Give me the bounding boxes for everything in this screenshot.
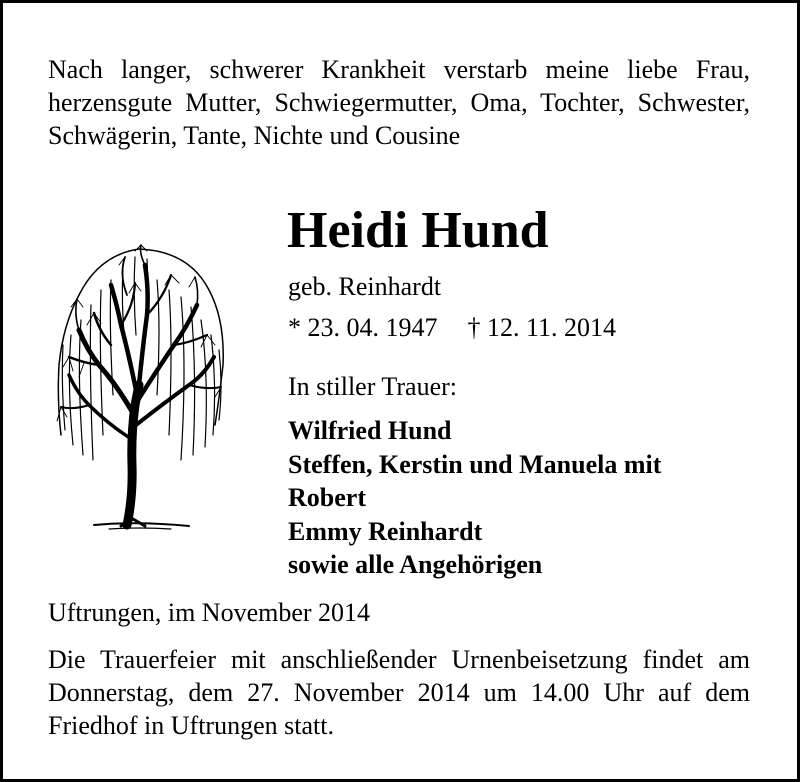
- life-dates: [288, 312, 616, 344]
- maiden-name: geb. Reinhardt: [288, 272, 442, 301]
- weeping-willow-tree-icon: [39, 235, 243, 535]
- mourners-list: [288, 414, 661, 582]
- birth-date: * 23. 04. 1947: [288, 313, 438, 342]
- mourner-line: sowie alle Angehörigen: [288, 550, 543, 579]
- mourner-line: Emmy Reinhardt: [288, 516, 483, 546]
- ceremony-text: Die Trauerfeier mit anschließender Urnenbeisetzung findet am Donnerstag, dem 27. November 2014 um 14.00 Uhr auf dem Friedhof in Uftrungen statt.: [48, 645, 750, 740]
- mourning-heading: In stiller Trauer:: [288, 372, 457, 401]
- place-and-date: Uftrungen, im November 2014: [48, 598, 371, 627]
- mourner-line: Wilfried Hund: [288, 416, 452, 445]
- intro-text: Nach langer, schwerer Krankheit verstarb meine liebe Frau, herzensgute Mutter, Schwiegermutter, Oma, Tochter, Schwester, Schwägerin, Tante, Nichte und Cousine: [48, 55, 750, 150]
- mourner-line: Robert: [288, 483, 366, 512]
- mourner-line: Steffen, Kerstin und Manuela mit: [288, 449, 662, 479]
- deceased-name: Heidi Hund: [287, 202, 549, 259]
- death-date: † 12. 11. 2014: [467, 313, 617, 342]
